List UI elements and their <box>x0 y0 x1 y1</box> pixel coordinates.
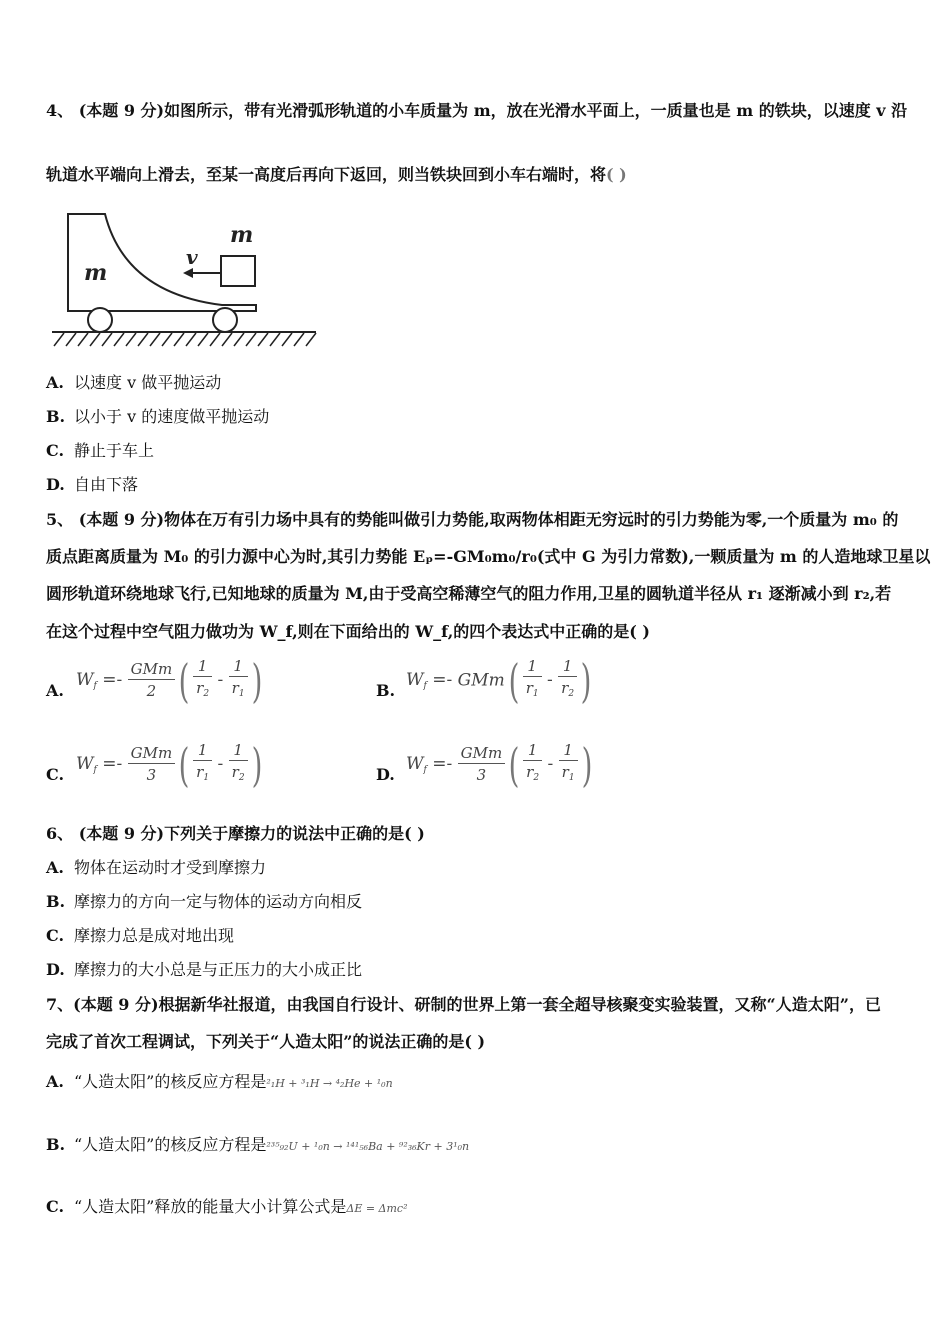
q7-option-c[interactable] <box>46 1196 408 1220</box>
nuclear-equation: ²₁H + ³₁H → ⁴₂He + ¹₀n <box>266 1077 393 1090</box>
q5-stem-line1: 5、 (本题 9 分)物体在万有引力场中具有的势能叫做引力势能,取两物体相距无穷远时的引力势能为零,一个质量为 m₀ 的 <box>46 510 899 529</box>
option-label: D. <box>376 765 395 784</box>
q4-option-d[interactable] <box>46 474 138 496</box>
option-label: C. <box>46 765 65 784</box>
q5-stem-line4: 在这个过程中空气阻力做功为 W_f,则在下面给出的 W_f,的四个表达式中正确的是( ) <box>46 622 650 641</box>
q6-option-b[interactable] <box>46 891 362 913</box>
option-label: B. <box>46 407 66 426</box>
q5-option-d-formula: $W_f$ =- $\frac{\text{GMm}}{3}$ ( $\frac{1}{r_2}$ - $\frac{1}{r_1}$ ) <box>406 737 592 792</box>
option-text: 摩擦力的大小总是与正压力的大小成正比 <box>74 960 363 979</box>
option-label: D. <box>46 475 65 494</box>
cart-mass-label: m <box>84 260 108 286</box>
nuclear-equation: ²³⁵₉₂U + ¹₀n → ¹⁴¹₅₆Ba + ⁹²₃₆Kr + 3¹₀n <box>266 1140 470 1153</box>
option-text: 自由下落 <box>74 475 139 494</box>
q6-option-a[interactable] <box>46 857 266 879</box>
option-text: 静止于车上 <box>74 441 155 460</box>
q5-option-a-label[interactable] <box>46 680 74 702</box>
option-label: C. <box>46 926 65 945</box>
option-text: “人造太阳”的核反应方程是 <box>74 1135 267 1154</box>
option-text: 物体在运动时才受到摩擦力 <box>74 858 267 877</box>
q5-stem-line3: 圆形轨道环绕地球飞行,已知地球的质量为 M,由于受高空稀薄空气的阻力作用,卫星的圆轨道半径从 r₁ 逐渐减小到 r₂,若 <box>46 584 892 603</box>
q4-stem-line2 <box>46 164 627 186</box>
q5-option-c-label[interactable] <box>46 764 74 786</box>
option-label: C. <box>46 441 65 460</box>
option-label: A. <box>46 681 64 700</box>
velocity-arrowhead <box>183 268 193 278</box>
option-label: C. <box>46 1197 65 1216</box>
option-text: 摩擦力的方向一定与物体的运动方向相反 <box>74 892 363 911</box>
wheel-right <box>213 308 237 332</box>
option-label: A. <box>46 373 64 392</box>
q5-option-a-formula: $W_f$ =- $\frac{\text{GMm}}{2}$ ( $\frac{1}{r_2}$ - $\frac{1}{r_1}$ ) <box>76 653 262 708</box>
ground-hatching <box>54 333 316 346</box>
q6-stem: 6、 (本题 9 分)下列关于摩擦力的说法中正确的是( ) <box>46 824 425 843</box>
q4-stem-text: 轨道水平端向上滑去，至某一高度后再向下返回，则当铁块回到小车右端时，将 <box>46 165 607 184</box>
velocity-label: v <box>186 245 198 269</box>
q7-stem-line2: 完成了首次工程调试，下列关于“人造太阳”的说法正确的是( ) <box>46 1032 486 1051</box>
iron-block <box>221 256 255 286</box>
option-label: D. <box>46 960 65 979</box>
q5-option-b-label[interactable] <box>376 680 404 702</box>
option-text: 以小于 v 的速度做平抛运动 <box>74 407 270 426</box>
option-label: B. <box>46 892 66 911</box>
q4-figure-cart-diagram <box>50 208 320 348</box>
q5-option-d-label[interactable] <box>376 764 404 786</box>
q4-option-b[interactable] <box>46 406 269 428</box>
q7-option-b[interactable] <box>46 1134 469 1158</box>
option-label: B. <box>376 681 396 700</box>
q5-option-c-formula: $W_f$ =- $\frac{\text{GMm}}{3}$ ( $\frac{1}{r_1}$ - $\frac{1}{r_2}$ ) <box>76 737 262 792</box>
option-text: 以速度 v 做平抛运动 <box>74 373 222 392</box>
q7-stem-line1: 7、(本题 9 分)根据新华社报道，由我国自行设计、研制的世界上第一套全超导核聚变实验装置，又称“人造太阳”，已 <box>46 995 881 1014</box>
q4-answer-blank: ( ) <box>606 165 627 184</box>
q4-option-a[interactable] <box>46 372 221 394</box>
option-label: A. <box>46 858 64 877</box>
q5-option-b-formula: $W_f =- GMm$( $\frac{1}{r_1}$ - $\frac{1}{r_2}$ ) <box>406 653 592 708</box>
option-text: 摩擦力总是成对地出现 <box>74 926 235 945</box>
q4-stem-line1: 4、 (本题 9 分)如图所示，带有光滑弧形轨道的小车质量为 m，放在光滑水平面上，一质量也是 m 的铁块，以速度 v 沿 <box>46 101 908 120</box>
wheel-left <box>88 308 112 332</box>
q6-option-d[interactable] <box>46 959 362 981</box>
option-text: “人造太阳”释放的能量大小计算公式是 <box>74 1197 347 1216</box>
option-text: “人造太阳”的核反应方程是 <box>74 1072 267 1091</box>
option-label: B. <box>46 1135 66 1154</box>
q5-stem-line2: 质点距离质量为 M₀ 的引力源中心为时,其引力势能 Eₚ=-GM₀m₀/r₀(式中 G 为引力常数),一颗质量为 m 的人造地球卫星以 <box>46 547 931 566</box>
option-label: A. <box>46 1072 64 1091</box>
q6-option-c[interactable] <box>46 925 234 947</box>
q7-option-a[interactable] <box>46 1071 393 1095</box>
energy-formula: ΔE = Δmc² <box>346 1202 408 1215</box>
block-mass-label: m <box>230 222 254 248</box>
q4-option-c[interactable] <box>46 440 154 462</box>
